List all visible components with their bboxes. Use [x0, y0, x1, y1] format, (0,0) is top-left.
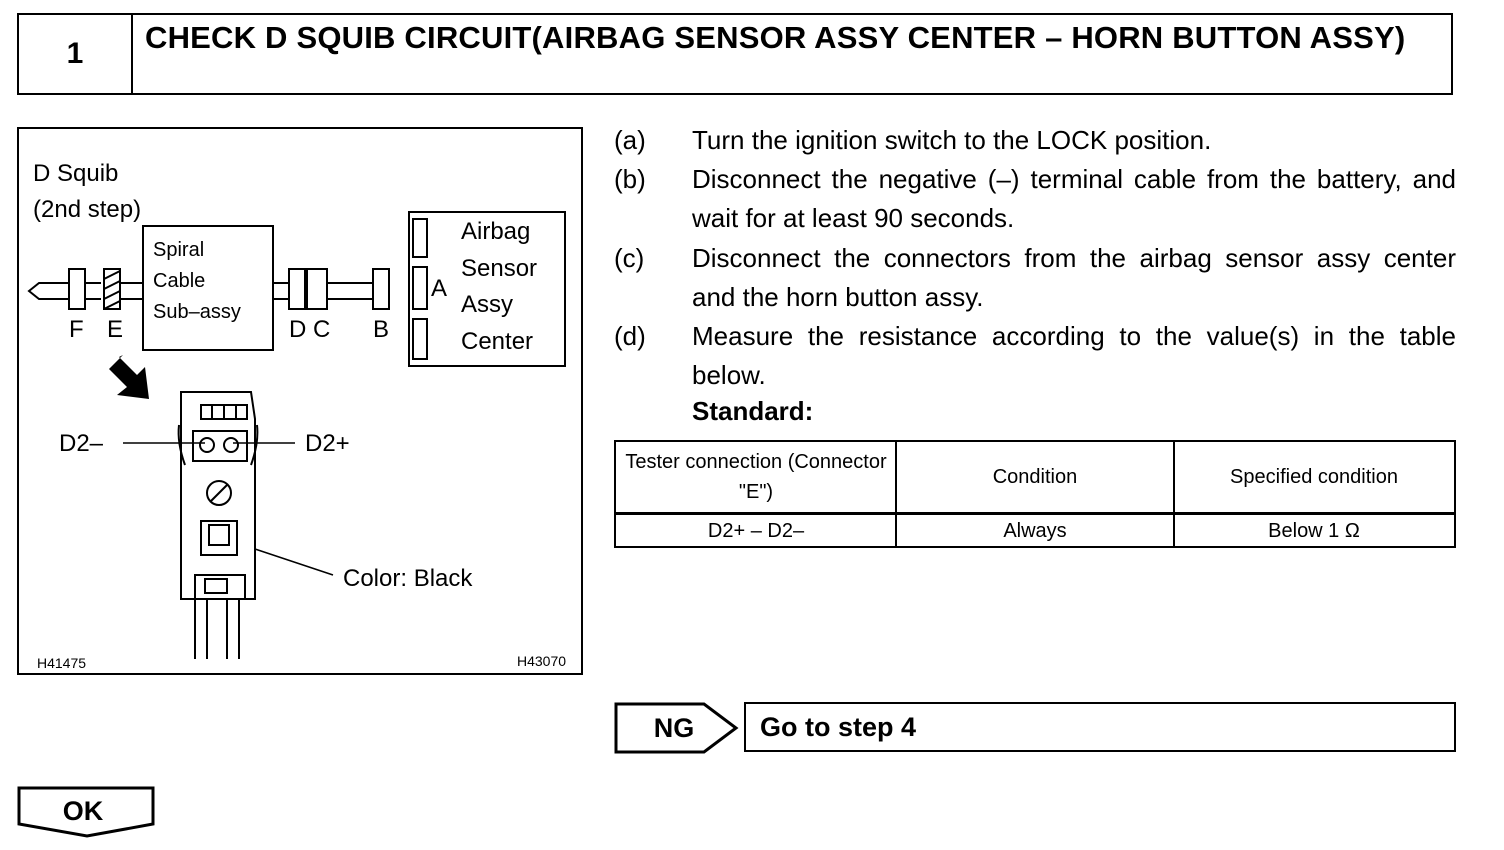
connector-f-label: F [69, 316, 84, 343]
step-number: 1 [19, 15, 133, 93]
step-letter: (a) [614, 125, 646, 155]
table-header-condition: Condition [992, 466, 1078, 488]
connector-a-label: A [431, 275, 448, 302]
spiral-cable-label-1: Spiral [153, 239, 205, 261]
step-text: Measure the resistance according to the value(s) in the table below. [692, 321, 1456, 390]
spiral-cable-label-3: Sub–assy [153, 301, 241, 323]
figure-code-right: H43070 [517, 653, 567, 669]
color-note: Color: Black [343, 565, 473, 592]
connector-b-label: B [373, 316, 390, 343]
step-header [17, 13, 1453, 95]
instruction-step-a [614, 121, 1456, 161]
instruction-step-c [614, 239, 1456, 319]
ok-label: OK [62, 796, 104, 826]
airbag-sensor-label-4: Center [461, 328, 534, 355]
figure-code-left: H41475 [37, 655, 87, 671]
table-cell-tester: D2+ – D2– [707, 519, 805, 542]
connector-d-label: D [289, 316, 307, 343]
table-header-tester: Tester connection (Connector "E") [625, 451, 887, 503]
standard-label: Standard: [692, 396, 814, 426]
instruction-step-b [614, 160, 1456, 240]
step-text: Disconnect the negative (–) terminal cable from the battery, and wait for at least 90 seconds. [692, 164, 1456, 233]
table-header-specified: Specified condition [1230, 466, 1398, 488]
step-letter: (d) [614, 321, 646, 351]
airbag-sensor-label-3: Assy [461, 291, 514, 318]
connector-e-label: E [107, 316, 124, 343]
spec-table [614, 440, 1456, 548]
table-cell-specified: Below 1 Ω [1268, 519, 1360, 542]
ng-label: NG [653, 713, 695, 743]
instruction-step-d [614, 317, 1456, 397]
step-title: CHECK D SQUIB CIRCUIT(AIRBAG SENSOR ASSY CENTER – HORN BUTTON ASSY) [145, 20, 1406, 55]
diagram-label-line2: (2nd step) [33, 196, 142, 223]
ng-action-box: Go to step 4 [744, 702, 1456, 752]
spiral-cable-label-2: Cable [153, 270, 206, 292]
terminal-plus-label: D2+ [305, 430, 350, 457]
diagram-label-line1: D Squib [33, 160, 119, 187]
table-cell-condition: Always [1003, 519, 1067, 542]
step-text: Disconnect the connectors from the airbag sensor assy center and the horn button assy. [692, 243, 1456, 312]
terminal-minus-label: D2– [59, 430, 104, 457]
connector-c-label: C [313, 316, 331, 343]
wiring-diagram [17, 127, 583, 675]
step-letter: (b) [614, 164, 646, 194]
airbag-sensor-label-2: Sensor [461, 255, 538, 282]
step-text: Turn the ignition switch to the LOCK position. [692, 125, 1212, 155]
airbag-sensor-label-1: Airbag [461, 218, 531, 245]
step-letter: (c) [614, 243, 645, 273]
